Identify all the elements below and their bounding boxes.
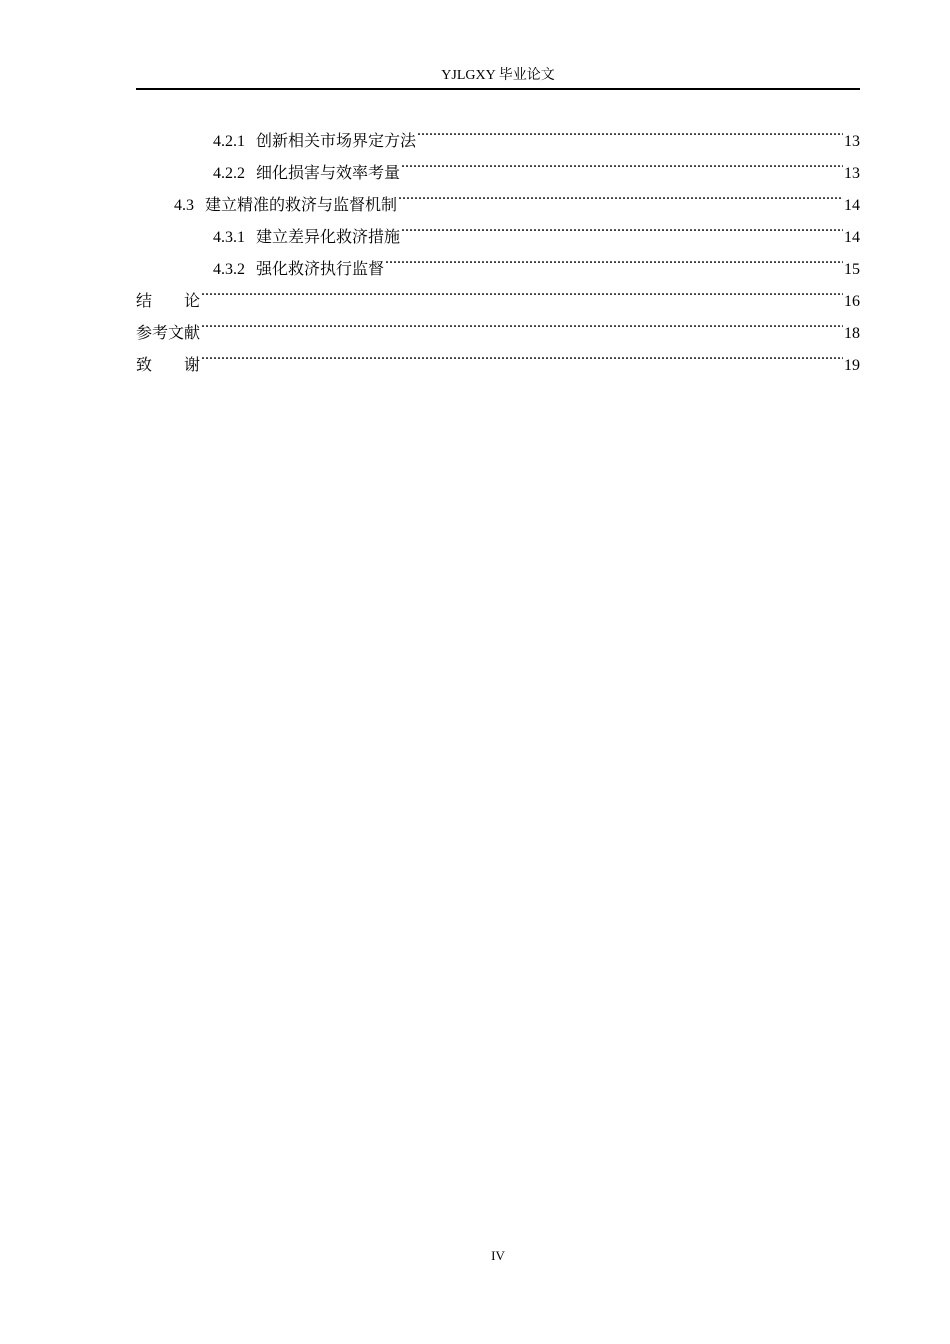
toc-entry-title: 强化救济执行监督: [256, 261, 385, 278]
toc-entry-title: 创新相关市场界定方法: [256, 133, 417, 150]
toc-entry-page: 16: [844, 293, 860, 310]
toc-entry-title: 细化损害与效率考量: [256, 165, 401, 182]
toc-entry-number: 4.3.2: [213, 261, 245, 278]
toc-entry-page: 15: [844, 261, 860, 278]
toc-entry-title: 致 谢: [136, 355, 201, 374]
toc-entry-page: 13: [844, 165, 860, 182]
toc-dot-leader: [385, 242, 843, 274]
page-header: YJLGXY 毕业论文: [441, 68, 555, 83]
toc-entry-number: 4.2.1: [213, 133, 245, 150]
toc-dot-leader: [401, 146, 843, 178]
toc-entry-acknowledgements[interactable]: [136, 338, 860, 374]
toc-entry-page: 14: [844, 197, 860, 214]
toc-entry-page: 14: [844, 229, 860, 246]
toc-entry-4-2-1[interactable]: [136, 114, 860, 150]
table-of-contents: [136, 114, 860, 374]
toc-entry-number: 4.3: [174, 197, 194, 214]
toc-entry-conclusion[interactable]: [136, 274, 860, 310]
toc-entry-number: 4.3.1: [213, 229, 245, 246]
toc-dot-leader: [201, 306, 843, 338]
toc-entry-references[interactable]: [136, 306, 860, 342]
toc-entry-page: 19: [844, 357, 860, 374]
toc-dot-leader: [398, 178, 843, 210]
toc-entry-title: 结 论: [136, 291, 201, 310]
toc-entry-title: 参考文献: [136, 323, 201, 342]
toc-entry-page: 13: [844, 133, 860, 150]
toc-entry-title: 建立差异化救济措施: [256, 229, 401, 246]
page-number: IV: [491, 1248, 505, 1263]
toc-entry-page: 18: [844, 325, 860, 342]
toc-dot-leader: [201, 274, 843, 306]
toc-dot-leader: [401, 210, 843, 242]
toc-dot-leader: [201, 338, 843, 370]
toc-dot-leader: [417, 114, 843, 146]
header-rule: [136, 88, 860, 90]
toc-entry-title: 建立精准的救济与监督机制: [205, 197, 398, 214]
toc-entry-number: 4.2.2: [213, 165, 245, 182]
